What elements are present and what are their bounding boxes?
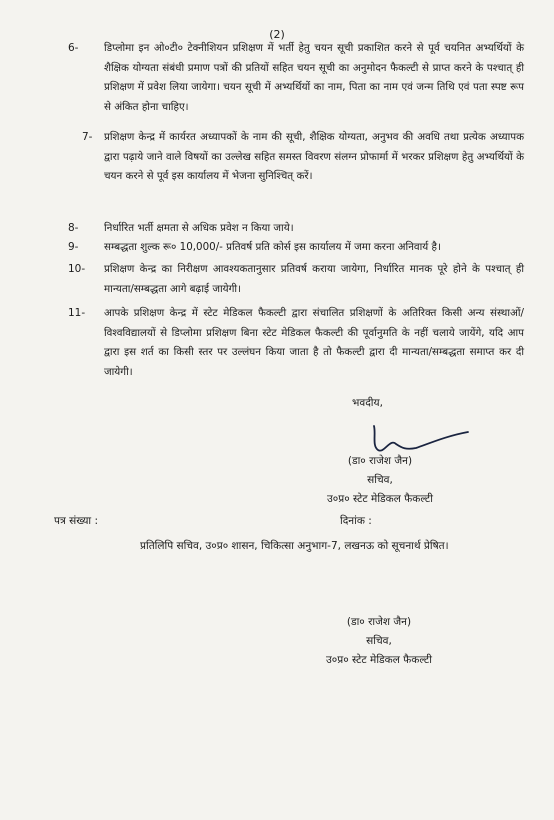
item-text: निर्धारित भर्ती क्षमता से अधिक प्रवेश न किया जाये। bbox=[104, 222, 294, 234]
signatory-org: उ०प्र० स्टेट मेडिकल फैकल्टी bbox=[327, 493, 433, 505]
item-text: डिप्लोमा इन ओ०टी० टेक्नीशियन प्रशिक्षण में भर्ती हेतु चयन सूची प्रकाशित करने से पूर्व चयनित अभ्यर्थियों के शैक्षिक योग्यता संबंधी प्रमाण पत्रों की प्रतियों सहित चयन सूची का अनुमोदन फैकल्टी से प्राप्त करने के पश्चात् ही प्रशिक्षण में प्रवेश लिया जायेगा। चयन सूची में अभ्यर्थियों का नाम, पिता का नाम एवं जन्म तिथि एवं पता स्पष्ट रूप से अंकित होना चाहिए। bbox=[104, 42, 524, 113]
item-text: प्रशिक्षण केन्द्र में कार्यरत अध्यापकों के नाम की सूची, शैक्षिक योग्यता, अनुभव की अवधि तथा प्रत्येक अध्यापक द्वारा पढ़ाये जाने वाले विषयों का उल्लेख सहित समस्त विवरण संलग्न प्रोफार्मा में भरकर प्रशिक्षण हेतु अभ्यर्थियों के चयन करने से पूर्व इस कार्यालय में भेजना सुनिश्चित् करें। bbox=[104, 131, 524, 182]
item-number: 10- bbox=[68, 263, 86, 275]
item-text: प्रशिक्षण केन्द्र का निरीक्षण आवश्यकतानुसार प्रतिवर्ष कराया जायेगा, निर्धारित मानक पूरे होने के पश्चात् ही मान्यता/सम्बद्धता आगे बढ़ाई जायेगी। bbox=[104, 263, 524, 295]
item-number: 7- bbox=[82, 131, 93, 143]
signatory-name: (डा० राजेश जैन) bbox=[346, 616, 412, 628]
item-number: 11- bbox=[68, 307, 86, 319]
page-number: (2) bbox=[269, 28, 285, 41]
item-number: 9- bbox=[68, 241, 79, 253]
item-text: आपके प्रशिक्षण केन्द्र में स्टेट मेडिकल फैकल्टी द्वारा संचालित प्रशिक्षणों के अतिरिक्त किसी अन्य संस्थाओं/विश्वविद्यालयों से डिप्लोमा प्रशिक्षण बिना स्टेट मेडिकल फैकल्टी की पूर्वानुमति के नहीं चलाये जायेंगे, यदि आप द्वारा इस शर्त का किसी स्तर पर उल्लंघन किया जाता है तो फैकल्टी द्वारा दी मान्यता/सम्बद्धता समाप्त कर दी जायेगी। bbox=[104, 307, 524, 378]
signatory-org: उ०प्र० स्टेट मेडिकल फैकल्टी bbox=[326, 654, 432, 666]
item-text: सम्बद्धता शुल्क रू० 10,000/- प्रतिवर्ष प्रति कोर्स इस कार्यालय में जमा करना अनिवार्य है। bbox=[104, 241, 441, 253]
signature-mark bbox=[366, 416, 476, 456]
signature-block-2 bbox=[294, 613, 464, 670]
closing-salutation: भवदीय, bbox=[352, 397, 383, 409]
signatory-name: (डा० राजेश जैन) bbox=[347, 455, 413, 467]
date-label: दिनांक : bbox=[340, 515, 372, 527]
reference-number-label: पत्र संख्या : bbox=[54, 515, 99, 527]
signature-block-1 bbox=[300, 452, 460, 509]
signatory-title: सचिव, bbox=[367, 474, 393, 486]
item-number: 6- bbox=[68, 42, 79, 54]
signatory-title: सचिव, bbox=[366, 635, 392, 647]
item-number: 8- bbox=[68, 222, 79, 234]
copy-line: प्रतिलिपि सचिव, उ०प्र० शासन, चिकित्सा अनुभाग-7, लखनऊ को सूचनार्थ प्रेषित। bbox=[140, 540, 449, 552]
